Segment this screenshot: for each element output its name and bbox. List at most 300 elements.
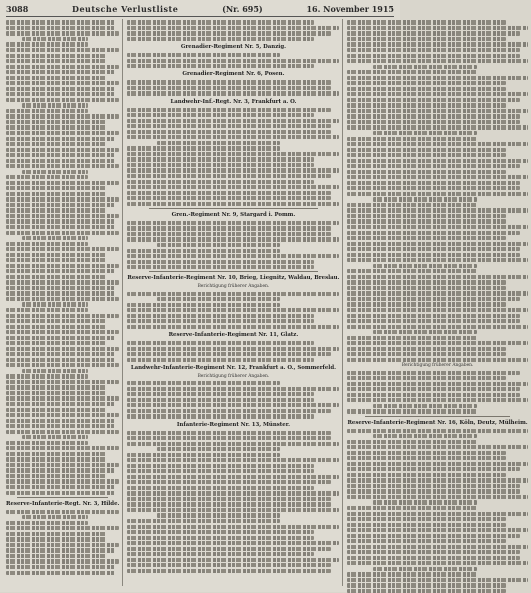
regiment-heading: Grenadier-Regiment Nr. 5, Danzig. [180,44,286,51]
text-line [6,537,106,541]
text-line [6,419,115,423]
text-line [6,297,119,301]
text-line [6,363,119,367]
text-line [6,474,106,478]
text-line [347,352,506,356]
text-line [127,530,314,534]
text-line [127,497,331,501]
text-line [6,510,119,514]
text-line [127,358,314,362]
issue-date: 16. November 1915 [306,4,394,14]
text-line [347,159,527,163]
text-line [6,396,119,400]
text-line [127,292,339,296]
text-line [6,137,115,141]
text-line [127,226,331,230]
text-line [347,358,527,362]
text-line [347,54,520,58]
text-line [6,554,106,558]
text-line [6,203,115,207]
text-line [6,446,119,450]
text-line [127,202,339,206]
text-line [347,473,506,477]
text-line [347,393,520,397]
text-line [347,462,527,466]
text-line [6,214,119,218]
text-line [6,559,119,563]
text-line [347,236,506,240]
text-line [347,286,506,290]
text-line [127,168,339,172]
text-line [347,103,506,107]
text-line [347,37,506,41]
text-line [6,457,106,461]
regiment-heading: Reserve-Infanterie-Regiment Nr. 11, Glatz. [168,332,299,338]
text-line [6,430,119,434]
text-line [6,175,88,179]
text-line [22,170,88,174]
text-line [127,569,331,573]
text-line [347,578,527,582]
regiment-heading: Reserve-Infanterie-Regt. Nr. 3, Hilde. [6,500,120,507]
publication-title: Deutsche Verlustliste [72,4,179,14]
text-line [6,253,106,257]
text-line [6,441,88,445]
text-line [6,565,115,569]
text-line [22,236,88,240]
text-line [347,186,520,190]
text-line [6,336,115,340]
text-line [6,31,119,35]
text-line [347,20,506,24]
text-line [6,98,119,102]
text-line [6,192,106,196]
text-line [347,208,527,212]
text-line [347,467,520,471]
text-line [347,478,527,482]
text-line [6,42,88,46]
text-line [347,556,520,560]
text-line [157,297,280,301]
text-line [347,512,527,516]
text-line [347,539,506,543]
text-line [6,186,106,190]
text-line [6,491,115,495]
text-line [6,142,106,146]
text-line [127,486,314,490]
text-line [157,243,280,247]
text-line [6,26,115,30]
text-line [6,347,119,351]
text-line [347,142,527,146]
text-line [347,92,527,96]
text-line [347,314,520,318]
text-line [347,387,520,391]
text-line [347,371,520,375]
text-line [127,403,339,407]
text-line [373,500,478,504]
text-line [22,302,88,306]
text-line [347,48,520,52]
text-line [6,258,106,262]
text-line [6,159,115,163]
text-line [347,59,527,63]
text-line [347,203,477,207]
text-line [6,380,119,384]
text-line [127,26,339,30]
text-line [127,325,339,329]
section-separator [365,416,509,417]
text-line [347,258,527,262]
text-line [6,208,106,212]
text-line [6,125,106,129]
text-line [347,42,527,46]
text-line [6,59,106,63]
text-line [127,260,314,264]
text-line [6,76,106,80]
text-line [6,92,115,96]
text-line [127,508,339,512]
text-line [347,148,506,152]
text-line [347,561,527,565]
text-line [6,219,115,223]
text-line [347,341,527,345]
text-line [127,80,331,84]
text-line [6,452,106,456]
text-line [6,408,106,412]
section-separator [149,208,319,209]
text-line [6,341,106,345]
text-line [127,108,331,112]
text-line [347,376,506,380]
text-line [347,456,506,460]
text-line [347,319,520,323]
text-line [127,409,331,413]
text-line [6,65,119,69]
text-line [6,20,115,24]
text-line [347,225,527,229]
text-line [347,175,527,179]
text-line [6,468,115,472]
text-line [127,475,339,479]
text-line [347,81,506,85]
text-line [347,489,520,493]
text-line [127,341,314,345]
text-line [127,191,331,195]
text-line [6,485,115,489]
text-line [6,413,119,417]
text-line [127,392,314,396]
text-line [127,431,331,435]
text-line [6,54,106,58]
text-line [347,109,527,113]
text-line [127,64,314,68]
text-line [127,347,339,351]
text-line [127,453,280,457]
text-line [127,249,280,253]
text-line [127,536,314,540]
text-line [127,124,331,128]
text-line [347,120,520,124]
text-line [6,352,115,356]
text-line [6,242,88,246]
text-line [6,87,115,91]
text-line [347,589,506,593]
text-line [127,519,280,523]
text-line [347,247,520,251]
text-line [127,303,280,307]
text-line [373,65,478,69]
text-line [127,20,314,24]
text-line [127,86,331,90]
text-line [127,491,339,495]
text-line [347,506,477,510]
text-line [347,219,506,223]
text-line [127,59,339,63]
section-subheading: Berichtigung früherer Angaben. [197,284,270,290]
text-line [6,319,106,323]
regiment-heading: Infanterie-Regiment Nr. 13, Münster. [176,421,290,428]
text-line [347,495,527,499]
text-line [6,391,106,395]
text-line [347,429,527,433]
text-line [127,53,280,57]
text-line [347,269,477,273]
issue-number: (Nr. 695) [222,4,263,14]
text-line [22,369,88,373]
text-line [127,163,314,167]
text-line [347,114,520,118]
regiment-heading: Reserve-Infanterie-Regiment Nr. 16, Köln, Deutz, Mülheim. [347,419,528,426]
text-line [6,291,115,295]
text-line [127,442,339,446]
text-line [127,398,314,402]
text-line [347,523,506,527]
text-line [6,70,115,74]
text-line [373,264,478,268]
text-line [127,174,331,178]
text-line [157,141,280,145]
text-line [127,146,280,150]
text-line [347,484,520,488]
text-line [127,480,331,484]
section-subheading: Berichtigung früherer Angaben. [197,373,270,379]
text-columns [6,19,528,586]
text-line [6,526,119,530]
regiment-heading: Landwehr-Inf.-Regt. Nr. 3, Frankfurt a. O. [170,98,297,105]
text-line [347,545,527,549]
text-line [127,319,314,323]
text-line [6,275,106,279]
text-line [347,275,527,279]
text-line [127,130,331,134]
text-line [6,424,115,428]
column-2 [127,19,343,586]
text-line [6,314,119,318]
section-separator [17,497,108,498]
text-line [347,26,527,30]
text-line [6,225,115,229]
text-line [127,135,339,139]
text-line [127,37,314,41]
text-line [127,458,339,462]
text-line [347,137,477,141]
text-line [6,543,119,547]
page-header [6,3,394,15]
text-line [127,180,314,184]
regiment-heading: Reserve-Infanterie-Regiment Nr. 10, Brieg, Liegnitz, Waldau, Breslau. [127,275,340,282]
text-line [6,114,119,118]
text-line [6,247,119,251]
text-line [347,347,506,351]
text-line [127,254,339,258]
text-line [347,87,506,91]
text-line [127,436,331,440]
text-line [127,469,314,473]
text-line [347,170,506,174]
text-line [6,269,115,273]
regiment-heading: Grenadier-Regiment Nr. 6, Posen. [182,71,285,78]
text-line [127,91,339,95]
text-line [127,232,331,236]
text-line [6,164,119,168]
text-line [347,291,527,295]
section-subheading: Berichtigung früherer Angaben. [401,363,474,369]
text-line [22,37,88,41]
text-line [347,253,520,257]
column-3 [347,19,530,586]
text-line [6,131,119,135]
text-line [127,525,339,529]
text-line [6,264,119,268]
text-line [6,153,115,157]
text-line [127,237,339,241]
text-line [347,440,477,444]
text-line [347,31,520,35]
text-line [6,548,115,552]
text-line [127,119,339,123]
text-line [347,125,527,129]
text-line [127,563,331,567]
text-line [347,528,527,532]
text-line [127,31,331,35]
text-line [127,547,331,551]
text-line [157,513,280,517]
text-line [347,336,477,340]
text-line [6,374,88,378]
text-line [127,152,339,156]
text-line [6,81,119,85]
text-line [6,479,119,483]
text-line [373,131,478,135]
page-number: 3088 [6,4,29,14]
text-line [6,120,106,124]
text-line [347,164,520,168]
text-line [127,387,339,391]
text-line [347,445,527,449]
text-line [127,552,314,556]
text-line [347,98,520,102]
text-line [347,242,527,246]
text-line [127,185,339,189]
text-line [373,330,478,334]
text-line [6,325,106,329]
text-line [373,567,478,571]
text-line [6,197,119,201]
text-line [6,181,119,185]
text-line [347,534,520,538]
text-line [127,541,339,545]
text-line [347,302,506,306]
text-line [6,402,115,406]
text-line [127,464,314,468]
text-line [347,550,520,554]
text-line [373,434,478,438]
text-line [127,196,331,200]
text-line [127,265,314,269]
text-line [347,153,506,157]
text-line [127,502,331,506]
text-line [127,113,314,117]
text-line [347,297,520,301]
text-line [347,192,527,196]
text-line [347,214,506,218]
text-line [373,197,478,201]
text-line [6,330,119,334]
text-line [347,325,527,329]
text-line [6,286,115,290]
text-line [127,558,339,562]
text-line [347,76,527,80]
text-line [127,308,339,312]
text-line [6,308,88,312]
text-line [6,280,119,284]
text-line [6,358,115,362]
text-line [6,48,119,52]
text-line [6,571,115,575]
text-line [6,231,119,235]
text-line [6,463,119,467]
text-line [347,231,520,235]
text-line [347,517,506,521]
text-line [127,157,314,161]
header-rule [6,16,394,17]
text-line [6,521,88,525]
regiment-heading: Gren.-Regiment Nr. 9, Stargard i. Pomm. [171,211,296,218]
text-line [6,385,106,389]
text-line [347,70,477,74]
text-line [157,447,280,451]
text-line [6,109,88,113]
text-line [127,221,339,225]
text-line [22,435,88,439]
text-line [347,583,506,587]
text-line [347,382,527,386]
text-line [347,181,520,185]
text-line [127,381,280,385]
column-1 [6,19,123,586]
text-line [347,280,506,284]
text-line [373,404,478,408]
text-line [127,314,314,318]
text-line [22,515,88,519]
text-line [6,532,106,536]
text-line [347,308,527,312]
text-line [347,398,527,402]
text-line [127,352,331,356]
text-line [347,409,477,413]
text-line [22,103,88,107]
